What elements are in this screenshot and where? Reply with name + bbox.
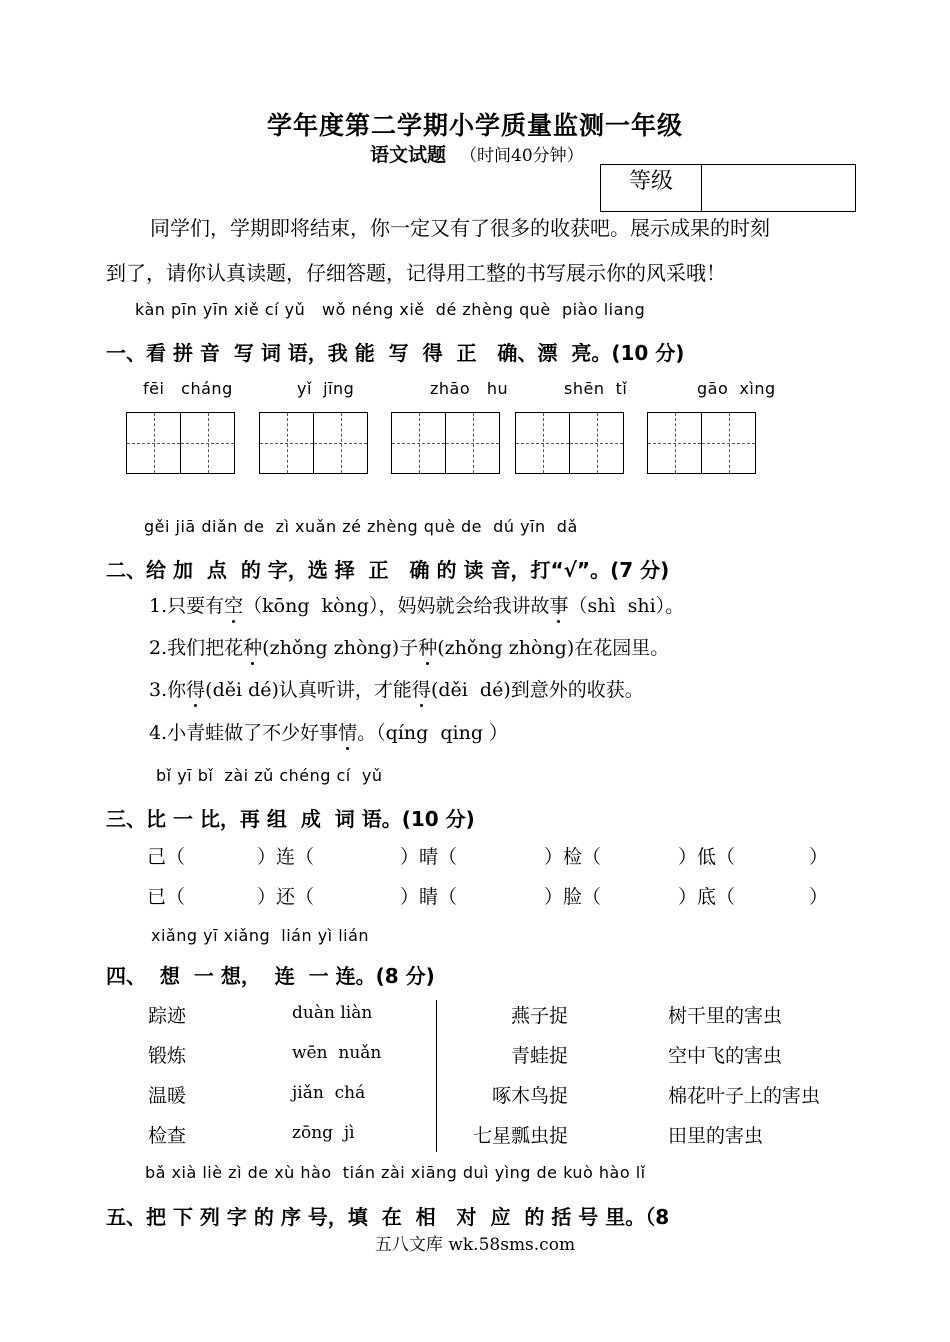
writing-grid-4 [516,412,624,474]
compare-cell: ）连（ [257,846,315,868]
dotted-char: 种 [418,637,438,659]
question-2-3: 3.你得(děi dé)认真听讲，才能得(děi dé)到意外的收获。 [149,679,644,701]
subject-label: 语文试题 [370,144,447,166]
compare-cell: ）睛（ [400,886,458,908]
writing-grid-5 [648,412,756,474]
word-pinyin-3: zhāo hu [430,379,509,398]
match-word: 踪迹 [148,1005,187,1027]
match-pinyin: zōng jì [292,1123,355,1143]
writing-cell[interactable] [180,412,235,474]
section5-heading: 五、把 下 列 字 的 序 号，填 在 相 对 应 的 括 号 里。（8 [106,1205,670,1229]
section3-pinyin: bǐ yī bǐ zài zǔ chéng cí yǔ [156,766,383,785]
section2-pinyin: gěi jiā diǎn de zì xuǎn zé zhèng què de dú yīn dǎ [144,517,578,536]
match-pest: 棉花叶子上的害虫 [668,1085,821,1107]
time-note: （时间40分钟） [460,146,584,166]
match-animal: 燕子捉 [510,1005,568,1027]
grade-label: 等级 [601,165,702,211]
grade-field[interactable] [702,165,855,211]
intro-line-2: 到了，请你认真读题，仔细答题，记得用工整的书写展示你的风采哦！ [106,261,726,285]
question-2-2: 2.我们把花种(zhǒng zhòng)子种(zhǒng zhòng)在花园里。 [149,637,670,659]
match-word: 锻炼 [148,1045,187,1067]
compare-cell: ） [809,886,829,908]
match-pinyin: duàn liàn [292,1003,373,1023]
match-pest: 空中飞的害虫 [668,1045,783,1067]
dotted-char: 得 [411,679,431,701]
intro-line-1: 同学们，学期即将结束，你一定又有了很多的收获吧。展示成果的时刻 [150,216,770,240]
compare-cell: ）还（ [257,886,315,908]
writing-cell[interactable] [647,412,702,474]
section1-pinyin: kàn pīn yīn xiě cí yǔ wǒ néng xiě dé zhèng què piào liang [135,300,646,319]
writing-grid-3 [392,412,500,474]
writing-grid-1 [127,412,235,474]
page-title: 学年度第二学期小学质量监测一年级 [266,111,683,140]
compare-cell: ）底（ [678,886,736,908]
compare-cell: ）低（ [678,846,736,868]
section4-pinyin: xiǎng yī xiǎng lián yì lián [151,926,370,945]
compare-cell: 已（ [147,886,186,908]
word-pinyin-2: yǐ jīng [297,379,355,398]
match-animal: 七星瓢虫捉 [472,1125,568,1147]
writing-cell[interactable] [391,412,446,474]
compare-cell: ）检（ [544,846,602,868]
dotted-char: 情 [338,722,358,744]
match-animal: 啄木鸟捉 [491,1085,568,1107]
compare-cell: ）晴（ [400,846,458,868]
compare-cell: ）脸（ [544,886,602,908]
question-2-4: 4.小青蛙做了不少好事情。（qíng qing ） [149,722,509,744]
writing-cell[interactable] [313,412,368,474]
match-word: 检查 [148,1125,187,1147]
writing-cell[interactable] [701,412,756,474]
writing-cell[interactable] [126,412,181,474]
match-pest: 树干里的害虫 [668,1005,783,1027]
grade-box [600,164,856,212]
writing-cell[interactable] [569,412,624,474]
divider [436,1000,437,1152]
section5-pinyin: bǎ xià liè zì de xù hào tián zài xiāng duì yìng de kuò hào lǐ [145,1163,646,1182]
compare-cell: ） [809,846,829,868]
writing-cell[interactable] [259,412,314,474]
match-pest: 田里的害虫 [668,1125,764,1147]
word-pinyin-1: fēi cháng [143,379,233,398]
dotted-char: 种 [243,637,263,659]
subtitle [370,140,584,167]
section4-heading: 四、 想 一 想， 连 一 连。(8 分) [106,964,435,988]
dotted-char: 事 [549,595,569,617]
writing-grid-2 [260,412,368,474]
writing-cell[interactable] [515,412,570,474]
match-animal: 青蛙捉 [510,1045,568,1067]
match-word: 温暖 [148,1085,187,1107]
match-pinyin: wēn nuǎn [292,1043,382,1063]
word-pinyin-5: gāo xìng [697,379,776,398]
section2-heading: 二、给 加 点 的 字，选 择 正 确 的 读 音，打“√”。(7 分) [106,558,670,582]
compare-cell: 己（ [147,846,186,868]
match-pinyin: jiǎn chá [292,1083,366,1103]
dotted-char: 空 [224,595,244,617]
footer-watermark: 五八文库 wk.58sms.com [374,1235,576,1255]
question-2-1: 1.只要有空（kōng kòng），妈妈就会给我讲故事（shì shi）。 [149,595,685,617]
dotted-char: 得 [186,679,206,701]
writing-cell[interactable] [445,412,500,474]
word-pinyin-4: shēn tǐ [564,379,628,398]
section3-heading: 三、比 一 比，再 组 成 词 语。(10 分) [106,807,475,831]
section1-heading: 一、看 拼 音 写 词 语，我 能 写 得 正 确、漂 亮。(10 分) [106,341,685,365]
